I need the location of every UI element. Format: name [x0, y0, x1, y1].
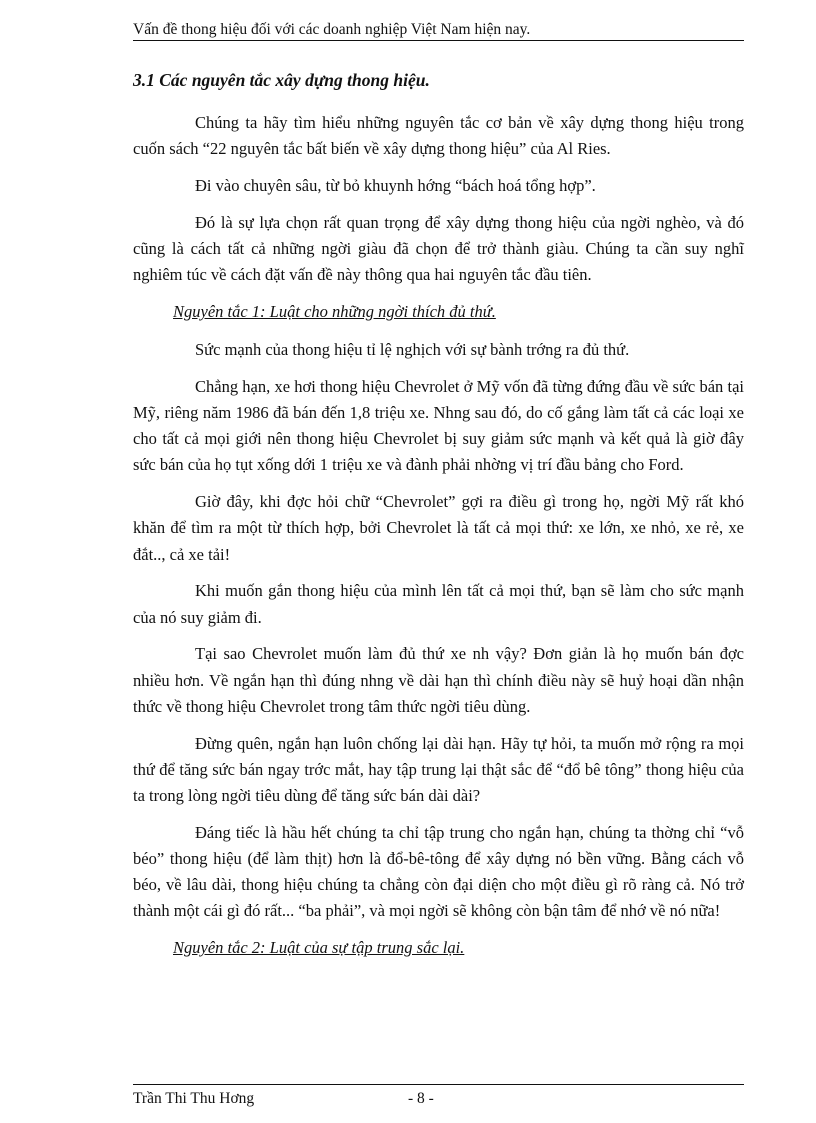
paragraph: Đi vào chuyên sâu, từ bỏ khuynh hớng “bách hoá tổng hợp”.	[195, 176, 596, 195]
paragraph: Đừng quên, ngắn hạn luôn chống lại dài hạn. Hãy tự hỏi, ta muốn mở rộng ra mọi thứ để tăng sức bán ngay trớc mắt, hay tập trung lại thật sắc để “đổ bê tông” thong hiệu của ta trong lòng ngời tiêu dùng để tăng sức bán dài dài?	[133, 733, 744, 806]
paragraph: Sức mạnh của thong hiệu tỉ lệ nghịch với sự bành trớng ra đủ thứ.	[195, 340, 630, 359]
paragraph: Đáng tiếc là hầu hết chúng ta chỉ tập trung cho ngắn hạn, chúng ta thờng chỉ “vỗ béo” thong hiệu (để làm thịt) hơn là đổ-bê-tông để xây dựng nó bền vững. Bằng cách vỗ béo, về lâu dài, thong hiệu chúng ta chẳng còn đại diện cho một điều gì rõ ràng cả. Nó trở thành một cái gì đó rất... “ba phải”, và mọi ngời sẽ không còn bận tâm để nhớ về nó nữa!	[133, 822, 744, 921]
page-number: - 8 -	[408, 1090, 434, 1107]
paragraph: Tại sao Chevrolet muốn làm đủ thứ xe nh vậy? Đơn giản là họ muốn bán đợc nhiều hơn. Về ngắn hạn thì đúng nhng về dài hạn thì chính điều này sẽ huỷ hoại dần nhận thức về thong hiệu Chevrolet trong tâm thức ngời tiêu dùng.	[133, 644, 744, 716]
page-content	[133, 68, 744, 973]
footer-author: Trần Thi Thu Hơng	[133, 1090, 255, 1107]
paragraph: Chẳng hạn, xe hơi thong hiệu Chevrolet ở Mỹ vốn đã từng đứng đầu về sức bán tại Mỹ, riêng năm 1986 đã bán đến 1,8 triệu xe. Nhng sau đó, do cố gắng làm tất cả các loại xe cho tất cả mọi giới nên thong hiệu Chevrolet bị suy giảm sức mạnh và kết quả là giờ đây sức bán của họ tụt xống dới 1 triệu xe và đành phải nhờng vị trí đầu bảng cho Ford.	[133, 376, 744, 475]
paragraph: Khi muốn gắn thong hiệu của mình lên tất cả mọi thứ, bạn sẽ làm cho sức mạnh của nó suy giảm đi.	[133, 581, 744, 627]
paragraph: Chúng ta hãy tìm hiểu những nguyên tắc cơ bản về xây dựng thong hiệu trong cuốn sách “22 nguyên tắc bất biến về xây dựng thong hiệu” của Al Ries.	[133, 113, 744, 159]
page-header	[133, 20, 744, 41]
paragraph: Giờ đây, khi đợc hỏi chữ “Chevrolet” gợi ra điều gì trong họ, ngời Mỹ rất khó khăn để tìm ra một từ thích hợp, bởi Chevrolet là tất cả mọi thứ: xe lớn, xe nhỏ, xe rẻ, xe đắt.., cả xe tải!	[133, 492, 744, 564]
rule-heading-2: Nguyên tắc 2: Luật của sự tập trung sắc lại.	[173, 938, 465, 958]
header-text: Vấn đề thong hiệu đối với các doanh nghiệp Việt Nam hiện nay.	[133, 21, 531, 38]
rule-heading-1: Nguyên tắc 1: Luật cho những ngời thích đủ thứ.	[173, 302, 496, 321]
paragraph: Đó là sự lựa chọn rất quan trọng để xây dựng thong hiệu của ngời nghèo, và đó cũng là cách tất cả những ngời giàu đã chọn để trở thành giàu. Chúng ta cần suy nghĩ nghiêm túc về cách đặt vấn đề này thông qua hai nguyên tắc đầu tiên.	[133, 212, 744, 285]
page-footer	[133, 1084, 744, 1111]
section-title: 3.1 Các nguyên tắc xây dựng thong hiệu.	[133, 70, 430, 90]
